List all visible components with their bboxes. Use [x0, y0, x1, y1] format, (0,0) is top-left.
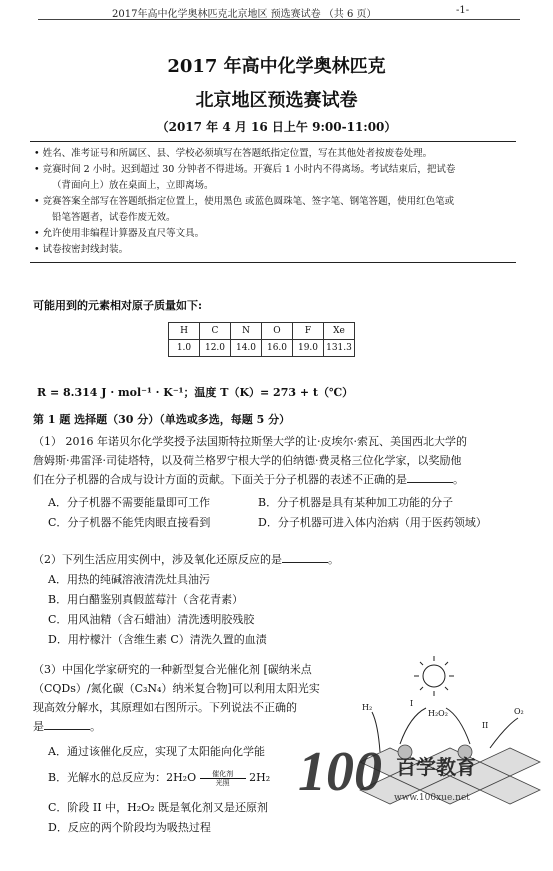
- answer-blank: [407, 472, 453, 483]
- exam-date: （2017 年 4 月 16 日上午 9:00-11:00）: [156, 120, 397, 134]
- stem-end: 。: [328, 553, 339, 566]
- watermark-logo: [298, 734, 498, 814]
- stem-line: 现高效分解水，其原理如右图所示。下列说法不正确的: [33, 701, 297, 714]
- svg-text:100: 100: [298, 741, 382, 803]
- stem-line: [33, 717, 320, 736]
- element-cell: H: [169, 323, 200, 340]
- mass-cell: 19.0: [293, 340, 324, 357]
- option-a: A．分子机器不需要能量即可工作: [48, 496, 210, 509]
- arrow-bottom-label: 光照: [215, 778, 230, 787]
- arrow-top-label: 催化剂: [212, 769, 234, 778]
- mass-cell: 14.0: [231, 340, 262, 357]
- stem-line: [33, 470, 467, 489]
- option-d: D．用柠檬汁（含维生素 C）清洗久置的血渍: [48, 633, 267, 646]
- answer-blank: [282, 552, 328, 563]
- element-cell: N: [231, 323, 262, 340]
- notice-item: • 竞赛时间 2 小时。迟到超过 30 分钟者不得进场。开赛后 1 小时内不得离场。考试结束后，把试卷: [34, 164, 456, 175]
- element-cell: F: [293, 323, 324, 340]
- question-3-stem: [33, 660, 320, 736]
- question-2-stem: [33, 550, 339, 569]
- element-cell: O: [262, 323, 293, 340]
- mass-cell: 1.0: [169, 340, 200, 357]
- option-a: A．通过该催化反应，实现了太阳能向化学能: [48, 745, 265, 758]
- notice-item: • 竞赛答案全部写在答题纸指定位置上，使用黑色 或蓝色圆珠笔、签字笔、钢笔答题，使用红色笔或: [34, 196, 455, 207]
- atomic-mass-table: [168, 322, 355, 357]
- element-cell: C: [200, 323, 231, 340]
- answer-blank: [44, 719, 90, 730]
- option-a: A．用热的纯碱溶液清洗灶具油污: [48, 573, 210, 586]
- label-stage-1: I: [410, 699, 414, 708]
- option-b: B．分子机器是具有某种加工功能的分子: [258, 496, 454, 509]
- watermark-text: 百学教育: [396, 755, 476, 779]
- exam-title: 2017 年高中化学奥林匹克: [167, 56, 386, 77]
- label-o2: O₂: [514, 707, 524, 716]
- stem-text: 们在分子机器的合成与设计方面的贡献。下面关于分子机器的表述不正确的是: [33, 473, 407, 486]
- equation-product: 2H₂: [249, 771, 271, 784]
- option-d: D．反应的两个阶段均为吸热过程: [48, 821, 211, 834]
- stem-end: 。: [90, 720, 101, 733]
- table-row: [169, 323, 355, 340]
- stem-end: 。: [453, 473, 464, 486]
- notice-item: （背面向上）放在桌面上，立即离场。: [52, 180, 214, 191]
- label-h2o2: H₂O₂: [428, 709, 448, 718]
- notice-item: 铅笔答题者，试卷作废无效。: [52, 212, 176, 223]
- option-c: C．分子机器不能凭肉眼直接看到: [48, 516, 211, 529]
- label-h2: H₂: [362, 703, 373, 712]
- page-header: [0, 0, 553, 20]
- reaction-arrow: [200, 770, 246, 787]
- header-rule: [38, 19, 520, 20]
- stem-line: （CQDs）/氮化碳（C₃N₄）纳米复合物]可以利用太阳光实: [33, 682, 320, 695]
- notice-item: • 允许使用非编程计算器及直尺等文具。: [34, 228, 205, 239]
- stem-text: 是: [33, 720, 44, 733]
- header-page-number: -1-: [456, 5, 470, 16]
- question-1-heading: 第 1 题 选择题（30 分）（单选或多选，每题 5 分）: [33, 413, 291, 426]
- question-1-stem: [33, 432, 467, 489]
- option-c: C．用风油精（含石蜡油）清洗透明胶残胶: [48, 613, 255, 626]
- option-b: B．用白醋鉴别真假蓝莓汁（含花青素）: [48, 593, 244, 606]
- stem-line: 詹姆斯·弗雷泽·司徒塔特，以及荷兰格罗宁根大学的伯纳德·费灵格三位化学家，以奖励他: [33, 454, 462, 467]
- exam-notice: [30, 141, 516, 263]
- notice-item: • 姓名、准考证号和所属区、县、学校必须填写在答题纸指定位置，写在其他处者按废卷处理。: [34, 148, 433, 159]
- watermark-url: www.100xue.net: [394, 793, 470, 803]
- gas-constant-line: R = 8.314 J · mol⁻¹ · K⁻¹；温度 T（K）= 273 + t（℃）: [37, 386, 354, 399]
- notice-item: • 试卷按密封线封装。: [34, 244, 129, 255]
- sun-icon: [414, 656, 454, 696]
- label-stage-2: II: [482, 721, 489, 730]
- mass-cell: 131.3: [324, 340, 355, 357]
- mass-cell: 16.0: [262, 340, 293, 357]
- stem-line: （1） 2016 年诺贝尔化学奖授予法国斯特拉斯堡大学的让·皮埃尔·索瓦、美国西北大学的: [33, 435, 467, 448]
- option-b: [48, 769, 270, 787]
- atomic-mass-heading: 可能用到的元素相对原子质量如下:: [33, 299, 203, 312]
- element-cell: Xe: [324, 323, 355, 340]
- header-title: 2017年高中化学奥林匹克北京地区 预选赛试卷 （共 6 页）: [112, 9, 377, 20]
- option-c: C．阶段 II 中，H₂O₂ 既是氧化剂又是还原剂: [48, 801, 269, 814]
- stem-line: （3）中国化学家研究的一种新型复合光催化剂 [碳纳米点: [33, 663, 312, 676]
- table-row: [169, 340, 355, 357]
- mass-cell: 12.0: [200, 340, 231, 357]
- stem-text: （2）下列生活应用实例中，涉及氧化还原反应的是: [33, 553, 282, 566]
- exam-subtitle: 北京地区预选赛试卷: [195, 90, 358, 111]
- option-d: D．分子机器可进入体内治病（用于医药领域）: [258, 516, 487, 529]
- equation-reactant: B．光解水的总反应为：2H₂O: [48, 771, 197, 784]
